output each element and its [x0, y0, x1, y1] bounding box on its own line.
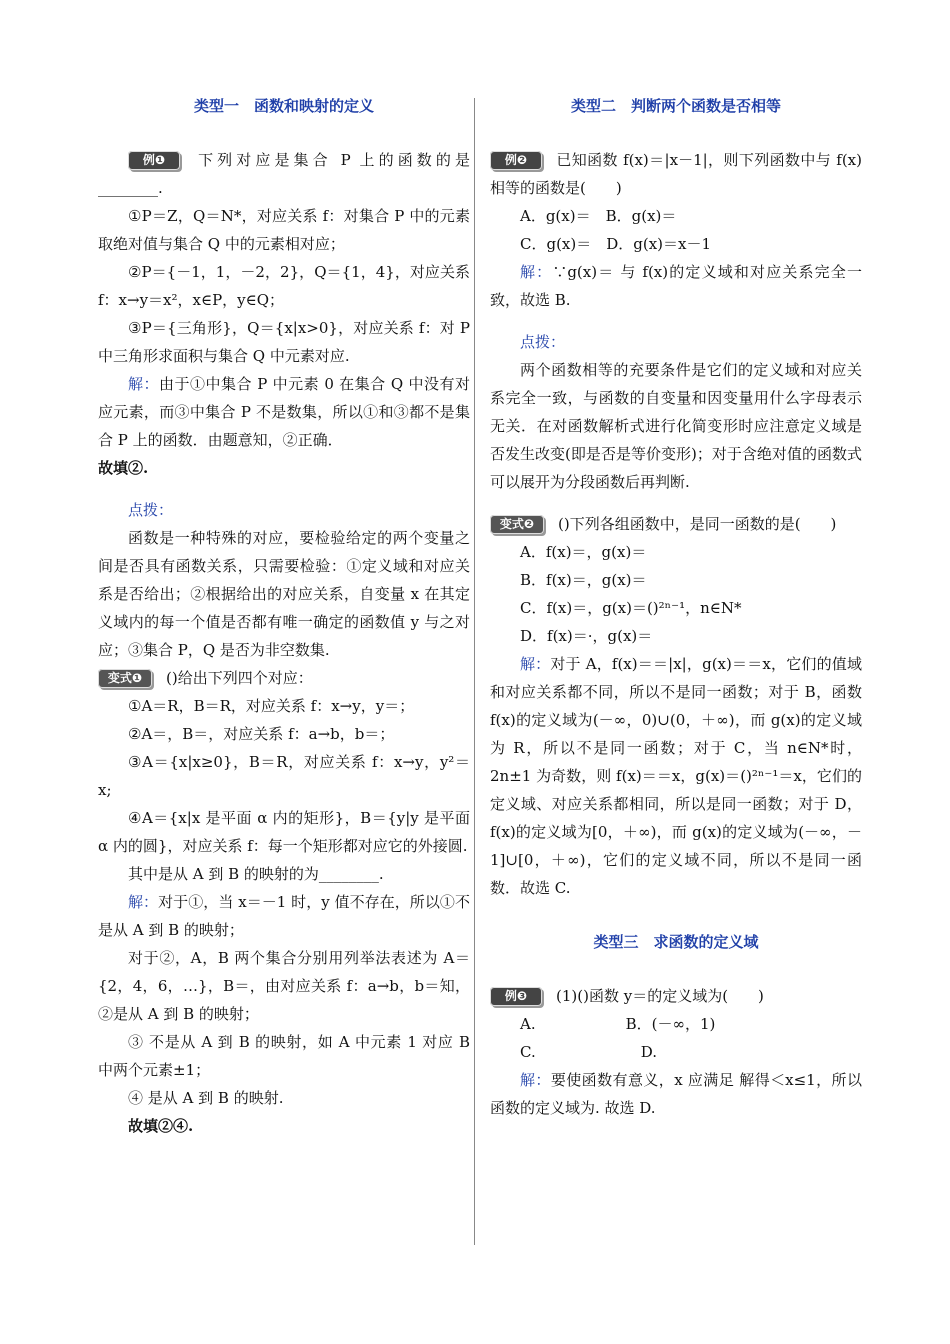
example-2-options-cd: C．g(x)＝ D．g(x)＝x－1 — [520, 235, 712, 253]
example-1-item-1: ①P＝Z，Q＝N*，对应关系 f：对集合 P 中的元素取绝对值与集合 Q 中的元素相对应； — [98, 207, 470, 253]
example-3-badge: 例❸ — [490, 987, 542, 1006]
solution-text: 要使函数有意义，x 应满足 解得＜x≤1，所以函数的定义域为. 故选 D. — [490, 1071, 862, 1117]
solution-text: 对于 A，f(x)＝＝|x|，g(x)＝＝x，它们的值域和对应关系都不同，所以不是同一函数；对于 B，函数 f(x)的定义域为(－∞，0)∪(0，＋∞)，而 g(x)的定义域为 R，所以不是同一函数；对于 C，当 n∈N*时，2n±1 为奇数，则 f(x)＝＝x，g(x)＝()²ⁿ⁻¹＝x，它们的定义域、对应关系都相同，所以是同一函数；对于 D，f(x)的定义域为[0，＋∞)，而 g(x)的定义域为(－∞，－1]∪[0，＋∞)，它们的定义域不同，所以不是同一函数．故选 C. — [490, 655, 862, 897]
variant-2-question — [490, 510, 862, 538]
variant-1-item-3: ③A＝{x|x≥0}，B＝R，对应关系 f：x→y，y²＝x; — [98, 753, 470, 799]
column-divider — [474, 98, 475, 1245]
variant-1-answer: 故填②④. — [128, 1117, 194, 1135]
solution-label: 解： — [520, 1071, 551, 1089]
section-title-3: 类型三 求函数的定义域 — [593, 933, 759, 951]
variant-2-badge: 变式❷ — [490, 515, 544, 534]
variant-2-stem: ()下列各组函数中，是同一函数的是( ) — [558, 515, 837, 533]
example-3-options-ab: A. B．(－∞，1) — [520, 1015, 716, 1033]
variant-1-solution-4: ④ 是从 A 到 B 的映射. — [128, 1089, 284, 1107]
example-3-stem: (1)()函数 y＝的定义域为( ) — [556, 987, 764, 1005]
solution-label: 解： — [520, 655, 551, 673]
example-1-item-3: ③P＝{三角形}，Q＝{x|x>0}，对应关系 f：对 P 中三角形求面积与集合 Q 中元素对应. — [98, 319, 470, 365]
variant-1-item-2: ②A＝，B＝，对应关系 f：a→b，b＝； — [128, 725, 395, 743]
example-3-options-cd: C. D. — [520, 1043, 657, 1061]
variant-2-option-a: A．f(x)＝，g(x)＝ — [520, 543, 647, 561]
example-2-badge: 例❷ — [490, 151, 542, 170]
section-title-1: 类型一 函数和映射的定义 — [193, 97, 374, 115]
solution-text: 由于①中集合 P 中元素 0 在集合 Q 中没有对应元素，而③中集合 P 不是数集，所以①和③都不是集合 P 上的函数．由题意知，②正确． — [98, 375, 470, 449]
example-3-question — [490, 982, 862, 1010]
example-2-options-ab: A．g(x)＝ B．g(x)＝ — [520, 207, 677, 225]
example-1-answer: 故填②. — [98, 459, 149, 477]
variant-1-question — [98, 664, 470, 692]
example-2-question — [490, 146, 862, 202]
example-2-stem: 已知函数 f(x)＝|x－1|，则下列函数中与 f(x)相等的函数是( ) — [490, 151, 862, 197]
example-1-question — [98, 146, 470, 202]
variant-1-prompt: 其中是从 A 到 B 的映射的为________. — [128, 865, 384, 883]
solution-label: 解： — [128, 375, 159, 393]
tip-text-1: 函数是一种特殊的对应，要检验给定的两个变量之间是否具有函数关系，只需要检验：①定义域和对应关系是否给出；②根据给出的对应关系，自变量 x 在其定义域内的每一个值是否都有唯一确定的函数值 y 与之对应；③集合 P，Q 是否为非空数集. — [98, 529, 470, 659]
variant-1-solution-1 — [98, 888, 470, 944]
example-1-item-2: ②P＝{－1，1，－2，2}，Q＝{1，4}，对应关系 f：x→y＝x²，x∈P，y∈Q； — [98, 263, 470, 309]
variant-1-solution-2: 对于②，A，B 两个集合分别用列举法表述为 A＝{2，4，6，…}，B＝，由对应关系 f：a→b，b＝知，②是从 A 到 B 的映射； — [98, 949, 470, 1023]
variant-2-option-d: D．f(x)＝·，g(x)＝ — [520, 627, 653, 645]
solution-text: ∵g(x)＝ 与 f(x)的定义域和对应关系完全一致，故选 B. — [490, 263, 862, 309]
left-column — [98, 92, 470, 1140]
variant-2-option-b: B．f(x)＝，g(x)＝ — [520, 571, 647, 589]
variant-1-stem: ()给出下列四个对应： — [166, 669, 313, 687]
variant-2-solution — [490, 650, 862, 902]
solution-label: 解： — [128, 893, 159, 911]
tip-label-2: 点拨： — [520, 333, 566, 351]
solution-text: 对于①，当 x＝－1 时，y 值不存在，所以①不是从 A 到 B 的映射； — [98, 893, 470, 939]
example-2-solution — [490, 258, 862, 314]
section-title-2: 类型二 判断两个函数是否相等 — [570, 97, 781, 115]
variant-1-solution-3: ③ 不是从 A 到 B 的映射，如 A 中元素 1 对应 B 中两个元素±1； — [98, 1033, 470, 1079]
example-1-solution — [98, 370, 470, 454]
right-column — [490, 92, 862, 1122]
solution-label: 解： — [520, 263, 553, 281]
variant-1-item-4: ④A＝{x|x 是平面 α 内的矩形}，B＝{y|y 是平面 α 内的圆}，对应关系 f：每一个矩形都对应它的外接圆. — [98, 809, 470, 855]
tip-label-1: 点拨： — [128, 501, 174, 519]
variant-1-badge: 变式❶ — [98, 669, 152, 688]
example-1-stem: 下列对应是集合 P 上的函数的是________. — [98, 151, 470, 197]
tip-text-2: 两个函数相等的充要条件是它们的定义域和对应关系完全一致，与函数的自变量和因变量用什么字母表示无关．在对函数解析式进行化简变形时应注意定义域是否发生改变(即是否是等价变形)；对于含绝对值的函数式可以展开为分段函数后再判断. — [490, 361, 862, 491]
example-1-badge: 例❶ — [128, 151, 180, 170]
variant-2-option-c: C．f(x)＝，g(x)＝()²ⁿ⁻¹，n∈N* — [520, 599, 742, 617]
variant-1-item-1: ①A＝R，B＝R，对应关系 f：x→y，y＝； — [128, 697, 415, 715]
example-3-solution — [490, 1066, 862, 1122]
